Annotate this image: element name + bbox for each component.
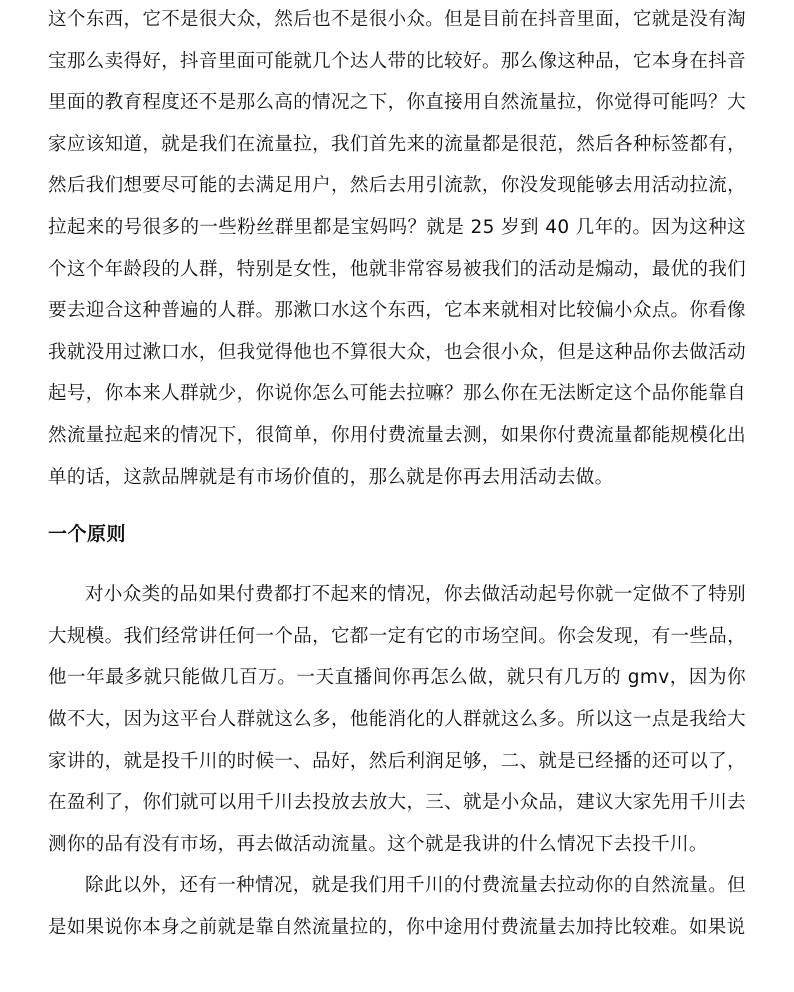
body-paragraph: 除此以外，还有一种情况，就是我们用千川的付费流量去拉动你的自然流量。但是如果说你本身之前就是靠自然流量拉的，你中途用付费流量去加持比较难。如果说 — [48, 875, 746, 938]
section-heading: 一个原则 — [48, 523, 127, 546]
document-page — [48, 0, 746, 948]
body-paragraph: 对小众类的品如果付费都打不起来的情况，你去做活动起号你就一定做不了特别大规模。我们经常讲任何一个品，它都一定有它的市场空间。你会发现，有一些品，他一年最多就只能做几百万。一天直播间你再怎么做，就只有几万的 gmv，因为你做不大，因为这平台人群就这么多，他能消化的人群就这么多。所以这一点是我给大家讲的，就是投千川的时候一、品好，然后利润足够，二、就是已经播的还可以了，在盈利了，你们就可以用千川去投放去放大，三、就是小众品，建议大家先用千川去测你的品有没有市场，再去做活动流量。这个就是我讲的什么情况下去投千川。 — [48, 584, 746, 855]
body-paragraph: 这个东西，它不是很大众，然后也不是很小众。但是目前在抖音里面，它就是没有淘宝那么卖得好，抖音里面可能就几个达人带的比较好。那么像这种品，它本身在抖音里面的教育程度还不是那么高的情况之下，你直接用自然流量拉，你觉得可能吗？大家应该知道，就是我们在流量拉，我们首先来的流量都是很范，然后各种标签都有，然后我们想要尽可能的去满足用户，然后去用引流款，你没发现能够去用活动拉流，拉起来的号很多的一些粉丝群里都是宝妈吗？就是 25 岁到 40 几年的。因为这种这个这个年龄段的人群，特别是女性，他就非常容易被我们的活动是煽动，最优的我们要去迎合这种普遍的人群。那漱口水这个东西，它本来就相对比较偏小众点。你看像我就没用过漱口水，但我觉得他也不算很大众，也会很小众，但是这种品你去做活动起号，你本来人群就少，你说你怎么可能去拉嘛？那么你在无法断定这个品你能靠自然流量拉起来的情况下，很简单，你用付费流量去测，如果你付费流量都能规模化出单的话，这款品牌就是有市场价值的，那么就是你再去用活动去做。 — [48, 9, 746, 488]
